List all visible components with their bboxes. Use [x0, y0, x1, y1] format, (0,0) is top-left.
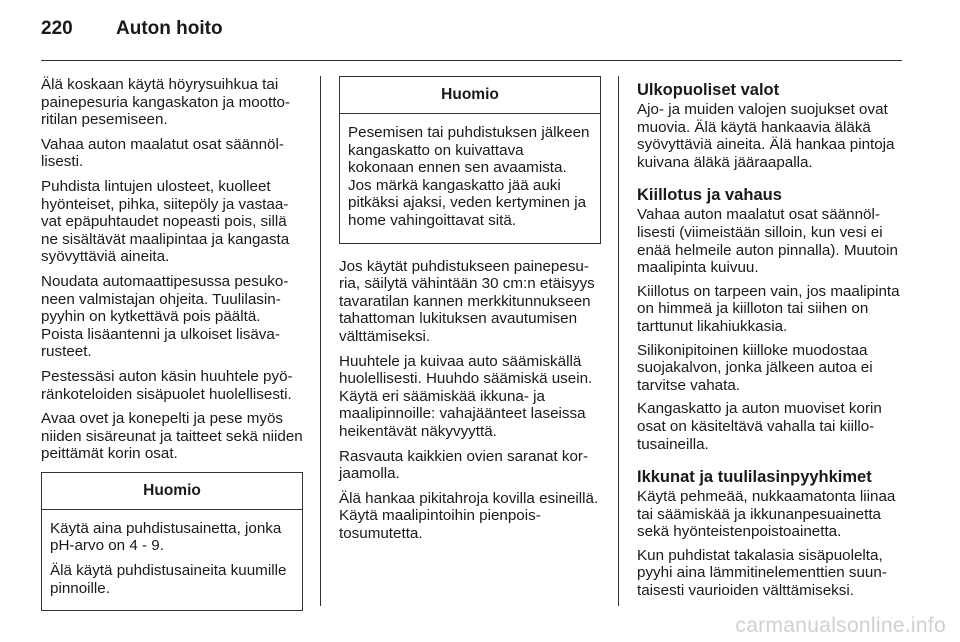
- caution-heading: Huomio: [340, 77, 600, 114]
- caution-text: Käytä aina puhdistusainetta, jonka pH-arvo on 4 - 9.: [50, 519, 282, 555]
- caution-heading: Huomio: [42, 473, 302, 510]
- section-exterior-lights: [637, 80, 902, 171]
- caution-text: Älä käytä puhdistusaineita kuumille pinnoille.: [50, 562, 287, 597]
- watermark: carmanualsonline.info: [735, 614, 946, 637]
- header-divider: [41, 60, 902, 61]
- paragraph: Ajo- ja muiden valojen suojukset ovat muovia. Älä käytä hankaavia äläkä syövyttäviä aineita. Älä hankaa pintoja kuivana äläkä jääraapalla.: [637, 101, 895, 171]
- section-polishing: [637, 185, 902, 453]
- paragraph: Noudata automaattipesussa pesukoneen valmistajan ohjeita. Tuulilasinpyyhin on kytkettävä pois päältä. Poista lisäantenni ja ulkoiset lisävarusteet.: [41, 272, 289, 361]
- paragraph: Vahaa auton maalatut osat säännöllisesti.: [41, 135, 284, 171]
- paragraph: Pestessäsi auton käsin huuhtele pyöränkoteloiden sisäpuolet huolellisesti.: [41, 367, 293, 403]
- section-heading: Ikkunat ja tuulilasinpyyhkimet: [637, 468, 872, 487]
- caution-body: [42, 510, 302, 610]
- column-1: [41, 76, 303, 623]
- section-windows-wipers: [637, 467, 902, 600]
- paragraph: Huuhtele ja kuivaa auto säämiskällä huolellisesti. Huuhdo säämiskä usein. Käytä eri säämiskää ikkuna- ja maalipinnoille: vahajäänteet laseissa heikentävät näkyvyyttä.: [339, 352, 593, 440]
- paragraph: Älä hankaa pikitahroja kovilla esineillä. Käytä maalipintoihin pienpoistosumutetta.: [339, 489, 599, 542]
- paragraph: Avaa ovet ja konepelti ja pese myös niiden sisäreunat ja taitteet sekä niiden peittämät korin osat.: [41, 410, 303, 463]
- page-title: Auton hoito: [116, 18, 223, 39]
- section-heading: Ulkopuoliset valot: [637, 81, 780, 99]
- caution-box: [339, 76, 601, 244]
- paragraph: Puhdista lintujen ulosteet, kuolleet hyönteiset, pihka, siitepöly ja vastaavat epäpuhtaudet nopeasti pois, sillä ne sisältävät maalipintaa ja kangasta syövyttäviä aineita.: [41, 177, 290, 266]
- paragraph: Silikonipitoinen kiilloke muodostaa suojakalvon, jonka jälkeen autoa ei tarvitse vahata.: [637, 341, 873, 394]
- section-heading: Kiillotus ja vahaus: [637, 186, 782, 205]
- paragraph: Kun puhdistat takalasia sisäpuolelta, pyyhi aina lämmitinelementtien suuntaisesti vaurioiden välttämiseksi.: [637, 546, 887, 600]
- paragraph: Älä koskaan käytä höyrysuihkua tai painepesuria kangaskaton ja moottoritilan pesemiseen.: [41, 76, 291, 129]
- paragraph: Jos käytät puhdistukseen painepesuria, säilytä vähintään 30 cm:n etäisyys tavaratilan kannen merkkitunnukseen tahattoman lukituksen avautumisen välttämiseksi.: [339, 257, 595, 345]
- column-divider-1: [320, 76, 321, 606]
- column-3: [637, 80, 902, 614]
- caution-box: [41, 472, 303, 611]
- page-number: 220: [41, 18, 73, 39]
- paragraph: Kangaskatto ja auton muoviset korin osat on käsiteltävä vahalla tai kiillotusaineilla.: [637, 400, 882, 453]
- caution-text: Pesemisen tai puhdistuksen jälkeen kangaskatto on kuivattava kokonaan ennen sen avaamista. Jos märkä kangaskatto jää auki pitkäksi ajaksi, veden kertyminen ja home vahingoittavat sitä.: [348, 124, 590, 229]
- column-divider-2: [618, 76, 619, 606]
- paragraph: Käytä pehmeää, nukkaamatonta liinaa tai säämiskää ja ikkunanpesuainetta sekä hyönteistenpoistoainetta.: [637, 488, 896, 541]
- paragraph: Rasvauta kaikkien ovien saranat korjaamolla.: [339, 447, 589, 483]
- paragraph: Kiillotus on tarpeen vain, jos maalipinta on himmeä ja kiilloton tai siihen on tarttunut likahiukkasia.: [637, 282, 900, 335]
- paragraph: Vahaa auton maalatut osat säännöllisesti (viimeistään silloin, kun vesi ei enää helmeile auton pinnalla). Muutoin maalipinta kuivuu.: [637, 206, 898, 277]
- column-2: [339, 76, 601, 549]
- page-header: [41, 18, 223, 48]
- caution-body: [340, 114, 600, 243]
